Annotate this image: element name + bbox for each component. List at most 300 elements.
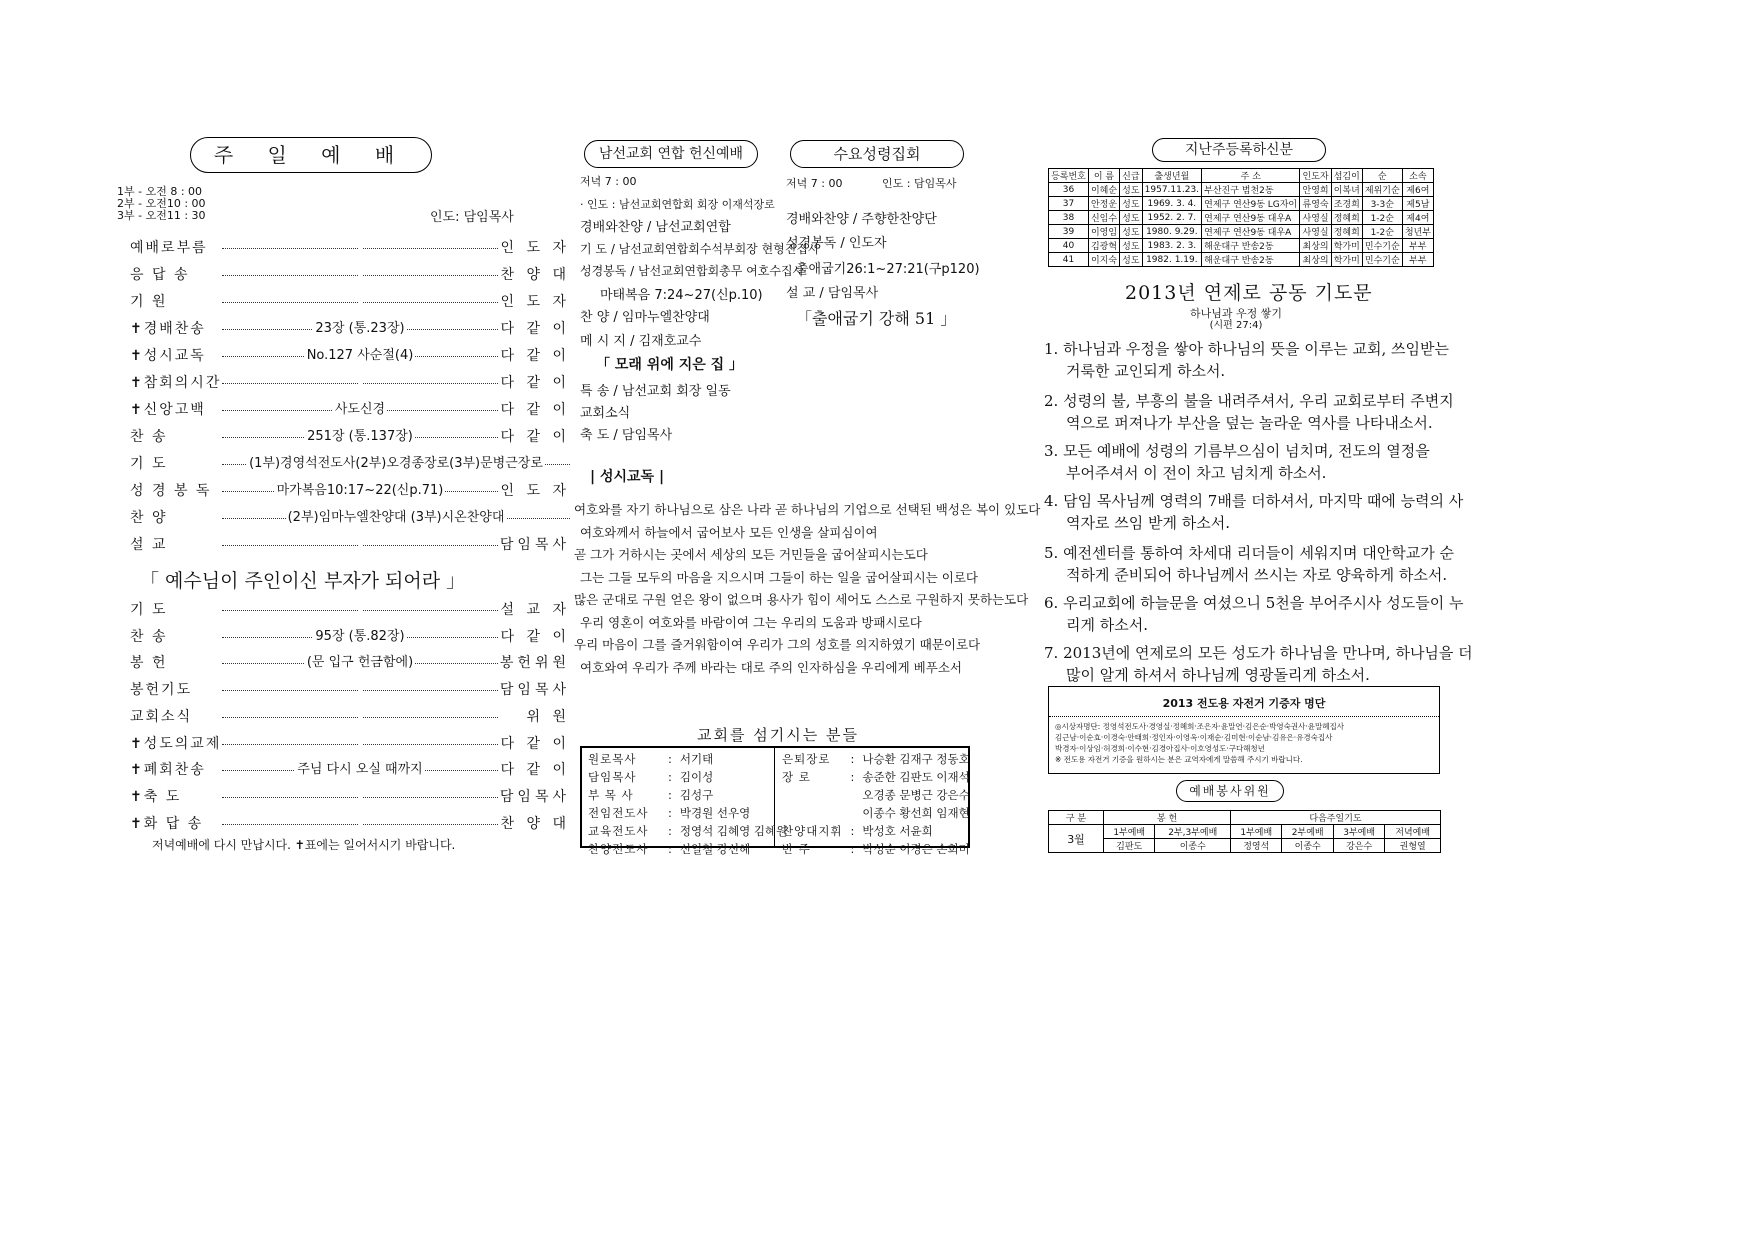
donors-title: 2013 전도용 자전거 기증자 명단 bbox=[1162, 697, 1326, 710]
staff-names: 박성호 서윤희 bbox=[862, 824, 933, 838]
reg-header: 출생년월 bbox=[1142, 169, 1202, 183]
staff-sep: : bbox=[850, 770, 855, 784]
order-detail: 마가복음10:17~22(신p.71) bbox=[276, 483, 444, 498]
staff-box bbox=[580, 746, 970, 856]
staff-role: 찬양대지휘 bbox=[782, 824, 843, 838]
verse-line: 여호와를 자기 하나님으로 삼은 나라 곧 하나님의 기업으로 선택된 백성은 복이 있도다 bbox=[574, 502, 1041, 517]
order-row bbox=[130, 263, 570, 285]
staff-sep: : bbox=[850, 824, 855, 838]
prayer-line: 많이 알게 하셔서 하나님께 영광돌리게 하소서. bbox=[1066, 666, 1370, 684]
order-label: 응 답 송 bbox=[130, 267, 190, 283]
staff-role: 원로목사 bbox=[588, 752, 637, 766]
order-label: ✝참회의시간 bbox=[130, 375, 222, 391]
order-detail-leader bbox=[222, 398, 498, 420]
reg-cell: 안정운 bbox=[1088, 197, 1119, 211]
svc-h-prayer: 다음주일기도 bbox=[1231, 811, 1441, 825]
joint-service-title: 남선교회 연합 헌신예배 bbox=[584, 140, 758, 168]
reg-cell: 해운대구 반송2동 bbox=[1202, 253, 1300, 267]
verse-line: 우리 영혼이 여호와를 바람이여 그는 우리의 도움과 방패시로다 bbox=[580, 614, 922, 630]
order-detail: (문 입구 헌금함에) bbox=[306, 655, 414, 671]
order-label: ✝성시교독 bbox=[130, 348, 206, 364]
order-detail-leader bbox=[222, 785, 498, 807]
prayer-subtitle-ref: (시편 27:4) bbox=[1209, 320, 1263, 331]
order-row bbox=[130, 425, 570, 447]
order-row bbox=[130, 678, 570, 700]
order-row bbox=[130, 479, 570, 501]
table-row bbox=[1049, 197, 1434, 211]
order-detail-leader bbox=[222, 812, 498, 834]
prayer-item bbox=[1044, 592, 1494, 636]
verse-line: 많은 군대로 구원 얻은 왕이 없으며 용사가 힘이 세어도 스스로 구원하지 못하는도다 bbox=[574, 592, 1029, 607]
svc-name: 김판도 bbox=[1104, 839, 1155, 853]
staff-names: 송준한 김판도 이재석 bbox=[862, 770, 970, 784]
order-label: 봉 헌 bbox=[130, 655, 168, 672]
staff-row bbox=[778, 840, 974, 858]
order-detail-leader bbox=[222, 317, 498, 339]
reg-cell: 제4여 bbox=[1402, 211, 1433, 225]
order-label: 봉헌기도 bbox=[130, 682, 193, 699]
svc-name: 권형열 bbox=[1385, 839, 1441, 853]
reg-cell: 이혜순 bbox=[1088, 183, 1119, 197]
reg-cell: 41 bbox=[1049, 253, 1089, 267]
staff-sep: : bbox=[668, 770, 672, 784]
staff-row bbox=[584, 768, 791, 786]
order-row bbox=[130, 506, 570, 528]
order-responsible: 담임목사 bbox=[499, 788, 570, 805]
svc-sub: 1부예배 bbox=[1231, 825, 1282, 839]
order-responsible: 다 같 이 bbox=[500, 348, 570, 364]
staff-role: 담임목사 bbox=[588, 770, 637, 784]
prayer-item bbox=[1044, 338, 1494, 382]
wed-line-1: 경배와찬양 / 주향한찬양단 bbox=[786, 212, 937, 227]
staff-row bbox=[778, 750, 974, 768]
reg-cell: 1982. 1.19. bbox=[1142, 253, 1202, 267]
svc-name: 이종수 bbox=[1155, 839, 1231, 853]
time-1: 1부 - 오전 8 : 00 bbox=[117, 185, 203, 198]
order-row bbox=[130, 758, 570, 780]
time-2: 2부 - 오전10 : 00 bbox=[117, 197, 206, 210]
reg-cell: 37 bbox=[1049, 197, 1089, 211]
staff-row bbox=[778, 804, 974, 822]
order-detail bbox=[358, 786, 362, 801]
staff-names: 서기태 bbox=[679, 752, 714, 766]
order-responsible: 위 원 bbox=[526, 708, 570, 725]
prayer-line: 4. 담임 목사님께 영력의 7배를 더하셔서, 마지막 때에 능력의 사 bbox=[1044, 492, 1464, 510]
sermon-title: 「 예수님이 주인이신 부자가 되어라 」 bbox=[140, 570, 466, 592]
verse-line: 우리 마음이 그를 즐거워함이여 우리가 그의 성호를 의지하였기 때문이로다 bbox=[574, 637, 981, 652]
reg-cell: 성도 bbox=[1120, 253, 1142, 267]
svc-name: 정영석 bbox=[1231, 839, 1282, 853]
reg-cell: 이영임 bbox=[1088, 225, 1119, 239]
staff-title: 교회를 섬기시는 분들 bbox=[697, 726, 859, 744]
reg-cell: 성도 bbox=[1120, 183, 1142, 197]
wed-line-4: 설 교 / 담임목사 bbox=[786, 286, 879, 301]
prayer-line: 적하게 준비되어 하나님께서 쓰시는 자로 양육하게 하소서. bbox=[1066, 566, 1448, 584]
reg-cell: 3-3순 bbox=[1362, 197, 1402, 211]
program-line: 특 송 / 남선교회 회장 일동 bbox=[580, 384, 731, 399]
prayer-line: 2. 성령의 불, 부흥의 불을 내려주셔서, 우리 교회로부터 주변지 bbox=[1044, 392, 1454, 410]
reg-cell: 사영실 bbox=[1300, 211, 1331, 225]
order-detail-leader bbox=[222, 625, 498, 647]
staff-names: 김이성 bbox=[679, 770, 714, 784]
service-times bbox=[117, 186, 206, 222]
order-responsible: 담임목사 bbox=[499, 682, 570, 699]
reg-cell: 정혜희 bbox=[1331, 225, 1362, 239]
prayer-item bbox=[1044, 542, 1494, 586]
order-label: 찬 송 bbox=[130, 429, 168, 445]
prayer-line: 7. 2013년에 연제로의 모든 성도가 하나님을 만나며, 하나님을 더 bbox=[1044, 644, 1473, 662]
reg-header: 등록번호 bbox=[1049, 169, 1089, 183]
order-responsible: 다 같 이 bbox=[500, 429, 570, 445]
program-line: 마태복음 7:24~27(신p.10) bbox=[600, 288, 763, 303]
reg-cell: 정혜희 bbox=[1331, 211, 1362, 225]
reg-cell: 40 bbox=[1049, 239, 1089, 253]
reg-cell: 민수기순 bbox=[1362, 239, 1402, 253]
order-row bbox=[130, 598, 570, 620]
prayer-item bbox=[1044, 490, 1494, 534]
prayer-item bbox=[1044, 642, 1494, 686]
reg-header: 인도자 bbox=[1300, 169, 1331, 183]
reg-cell: 1952. 2. 7. bbox=[1142, 211, 1202, 225]
order-detail bbox=[358, 264, 362, 279]
order-detail bbox=[358, 679, 362, 694]
order-responsible: 찬 양 대 bbox=[500, 815, 570, 832]
reg-cell: 최상의 bbox=[1300, 239, 1331, 253]
staff-names: 이종수 황선희 임재현 bbox=[862, 806, 970, 820]
order-detail bbox=[358, 706, 362, 721]
staff-right bbox=[778, 750, 974, 858]
reg-cell: 연제구 연산9동 대우A bbox=[1202, 225, 1300, 239]
order-label: ✝경배찬송 bbox=[130, 321, 206, 337]
reg-header: 섬김이 bbox=[1331, 169, 1362, 183]
order-detail-leader bbox=[222, 263, 498, 285]
reg-cell: 1-2순 bbox=[1362, 211, 1402, 225]
table-row bbox=[1049, 239, 1434, 253]
order-detail-leader bbox=[222, 598, 498, 620]
order-label: 교회소식 bbox=[130, 708, 193, 725]
registration-table bbox=[1048, 168, 1434, 267]
responsive-title: | 성시교독 | bbox=[590, 469, 665, 485]
reg-cell: 제6여 bbox=[1402, 183, 1433, 197]
order-row bbox=[130, 344, 570, 366]
order-label: 성 경 봉 독 bbox=[130, 483, 212, 499]
time-3: 3부 - 오전11 : 30 bbox=[117, 209, 206, 222]
reg-cell: 1-2순 bbox=[1362, 225, 1402, 239]
wed-time: 저녁 7 : 00 bbox=[786, 177, 843, 190]
reg-cell: 1969. 3. 4. bbox=[1142, 197, 1202, 211]
verse-line: 여호와여 우리가 주께 바라는 대로 주의 인자하심을 우리에게 베푸소서 bbox=[580, 659, 962, 675]
order-label: 찬 송 bbox=[130, 628, 168, 645]
order-label: ✝화 답 송 bbox=[130, 815, 204, 832]
order-row bbox=[130, 732, 570, 754]
reg-cell: 신임수 bbox=[1088, 211, 1119, 225]
order-detail: (1부)경영석전도사(2부)오경종장로(3부)문병근장로 bbox=[249, 456, 543, 471]
reg-cell: 학가미 bbox=[1331, 239, 1362, 253]
prayer-line: 부어주셔서 이 전이 차고 넘치게 하소서. bbox=[1066, 464, 1327, 482]
svc-sub: 3부예배 bbox=[1333, 825, 1384, 839]
order-detail-leader bbox=[222, 651, 498, 673]
service-table bbox=[1048, 810, 1441, 853]
staff-row bbox=[584, 786, 791, 804]
order-responsible: 다 같 이 bbox=[500, 735, 570, 752]
reg-cell: 연제구 연산9동 LG자이 bbox=[1202, 197, 1300, 211]
order-label: 예배로부름 bbox=[130, 240, 208, 256]
reg-cell: 해운대구 반송2동 bbox=[1202, 239, 1300, 253]
staff-names: 오경종 문병근 강은수 bbox=[862, 788, 970, 802]
order-responsible: 다 같 이 bbox=[500, 402, 570, 418]
order-detail bbox=[358, 291, 362, 306]
staff-sep: : bbox=[668, 806, 672, 820]
svc-sub: 2부예배 bbox=[1282, 825, 1333, 839]
program-line: 기 도 / 남선교회연합회수석부회장 현형진집사 bbox=[580, 242, 820, 256]
reg-cell: 1983. 2. 3. bbox=[1142, 239, 1202, 253]
staff-role bbox=[778, 786, 847, 804]
reg-cell: 부산진구 범천2동 bbox=[1202, 183, 1300, 197]
prayer-line: 3. 모든 예배에 성령의 기름부으심이 넘치며, 전도의 열정을 bbox=[1044, 442, 1430, 460]
reg-cell: 연제구 연산9동 대우A bbox=[1202, 211, 1300, 225]
order-detail bbox=[358, 372, 362, 387]
reg-cell: 제5남 bbox=[1402, 197, 1433, 211]
reg-header: 이 름 bbox=[1088, 169, 1119, 183]
staff-row bbox=[584, 750, 791, 768]
wednesday-service-title: 수요성령집회 bbox=[790, 140, 964, 168]
order-detail-leader bbox=[222, 533, 498, 555]
order-detail-leader bbox=[222, 344, 498, 366]
staff-sep: : bbox=[668, 842, 672, 856]
prayer-line: 리게 하소서. bbox=[1066, 616, 1148, 634]
reg-cell: 안영희 bbox=[1300, 183, 1331, 197]
leader-label: 인도: 담임목사 bbox=[430, 210, 514, 225]
order-detail-leader bbox=[222, 732, 498, 754]
staff-role bbox=[778, 804, 847, 822]
order-responsible: 찬 양 대 bbox=[500, 267, 570, 283]
order-detail: (2부)임마누엘찬양대 (3부)시온찬양대 bbox=[287, 510, 505, 525]
prayer-line: 거룩한 교인되게 하소서. bbox=[1066, 362, 1226, 380]
reg-cell: 부부 bbox=[1402, 253, 1433, 267]
svc-sub: 1부예배 bbox=[1104, 825, 1155, 839]
svc-name: 이종수 bbox=[1282, 839, 1333, 853]
order-row bbox=[130, 290, 570, 312]
staff-sep bbox=[847, 786, 859, 804]
program-line: 저녁 7 : 00 bbox=[580, 175, 637, 188]
wed-line-3: 출애굽기26:1~27:21(구p120) bbox=[796, 262, 980, 277]
reg-cell: 39 bbox=[1049, 225, 1089, 239]
sunday-worship-title: 주 일 예 배 bbox=[190, 137, 432, 173]
staff-names: 정영석 김혜영 김혜원 bbox=[679, 824, 788, 838]
staff-sep bbox=[847, 804, 859, 822]
reg-cell: 1980. 9.29. bbox=[1142, 225, 1202, 239]
staff-sep: : bbox=[668, 752, 672, 766]
donor-line: ◎시상자명단: 정영석전도사·경영실·정혜희·조은자·윤말연·김은순·박영숙권사·윤말혜집사 bbox=[1055, 722, 1344, 731]
reg-cell: 38 bbox=[1049, 211, 1089, 225]
reg-cell: 김광혁 bbox=[1088, 239, 1119, 253]
order-row bbox=[130, 625, 570, 647]
reg-cell: 이지숙 bbox=[1088, 253, 1119, 267]
staff-role: 전임전도사 bbox=[588, 806, 649, 820]
donor-line: 김근남·이순효·이경숙·안태희·정인자·이영옥·이재순·김미현·이순남·김유은·유경숙집사 bbox=[1055, 733, 1333, 742]
order-label: ✝축 도 bbox=[130, 788, 182, 805]
prayer-item bbox=[1044, 440, 1494, 484]
registration-title: 지난주등록하신분 bbox=[1152, 138, 1326, 162]
svc-name: 강은수 bbox=[1333, 839, 1384, 853]
order-label: 설 교 bbox=[130, 537, 168, 553]
order-row bbox=[130, 452, 570, 474]
reg-cell: 이복녀 bbox=[1331, 183, 1362, 197]
order-row bbox=[130, 812, 570, 834]
order-row bbox=[130, 533, 570, 555]
order-row bbox=[130, 236, 570, 258]
order-responsible: 봉헌위원 bbox=[499, 655, 570, 672]
order-detail-leader bbox=[222, 371, 498, 393]
reg-cell: 민수기순 bbox=[1362, 253, 1402, 267]
order-detail: 사도신경 bbox=[334, 402, 386, 417]
order-detail: 주님 다시 오실 때까지 bbox=[297, 762, 423, 778]
staff-sep: : bbox=[850, 752, 855, 766]
donors-box bbox=[1048, 686, 1440, 774]
staff-row bbox=[778, 786, 974, 804]
order-responsible: 다 같 이 bbox=[500, 628, 570, 645]
verse-line: 곧 그가 거하시는 곳에서 세상의 모든 거민들을 굽어살피시는도다 bbox=[574, 547, 928, 562]
prayer-line: 1. 하나님과 우정을 쌓아 하나님의 뜻을 이루는 교회, 쓰임받는 bbox=[1044, 340, 1449, 358]
staff-role: 교육전도사 bbox=[588, 824, 649, 838]
prayer-title: 2013년 연제로 공동 기도문 bbox=[1125, 282, 1373, 304]
reg-cell: 부부 bbox=[1402, 239, 1433, 253]
order-detail-leader bbox=[222, 705, 498, 727]
order-detail-leader bbox=[222, 452, 570, 474]
order-detail: 95장 (통.82장) bbox=[315, 628, 405, 644]
order-detail: No.127 사순절(4) bbox=[306, 348, 414, 363]
reg-cell: 성도 bbox=[1120, 197, 1142, 211]
order-label: ✝신앙고백 bbox=[130, 402, 206, 418]
staff-role: 장 로 bbox=[782, 770, 811, 784]
order-row bbox=[130, 705, 570, 727]
program-line: 교회소식 bbox=[580, 406, 631, 421]
order-detail-leader bbox=[222, 506, 570, 528]
order-responsible: 다 같 이 bbox=[500, 762, 570, 779]
table-row bbox=[1049, 183, 1434, 197]
reg-cell: 36 bbox=[1049, 183, 1089, 197]
order-responsible: 담임목사 bbox=[499, 537, 570, 553]
reg-cell: 성도 bbox=[1120, 211, 1142, 225]
order-detail-leader bbox=[222, 290, 498, 312]
svc-h-division: 구 분 bbox=[1049, 811, 1104, 825]
reg-header: 소속 bbox=[1402, 169, 1433, 183]
order-label: 기 도 bbox=[130, 456, 168, 472]
order-responsible: 설 교 자 bbox=[500, 602, 570, 618]
order-detail: 251장 (통.137장) bbox=[307, 429, 413, 444]
staff-names: 박경원 선우영 bbox=[679, 806, 751, 820]
order-detail-leader bbox=[222, 479, 498, 501]
staff-sep: : bbox=[668, 824, 672, 838]
wed-leader: 인도 : 담임목사 bbox=[882, 177, 957, 190]
program-line: 「 모래 위에 지은 집 」 bbox=[596, 357, 744, 373]
order-responsible: 인 도 자 bbox=[500, 294, 570, 310]
table-row bbox=[1049, 253, 1434, 267]
program-line: · 인도 : 남선교회연합회 회장 이재석장로 bbox=[580, 198, 775, 211]
prayer-subtitle: 하나님과 우정 쌓기 bbox=[1189, 307, 1282, 320]
reg-cell: 1957.11.23. bbox=[1142, 183, 1202, 197]
staff-names: 박성순 이경은 손희미 bbox=[862, 842, 970, 856]
reg-cell: 성도 bbox=[1120, 225, 1142, 239]
order-label: 기 원 bbox=[130, 294, 168, 310]
reg-header: 순 bbox=[1362, 169, 1402, 183]
staff-role: 찬양전도사 bbox=[588, 842, 649, 856]
staff-names: 김성구 bbox=[679, 788, 714, 802]
order-label: ✝폐회찬송 bbox=[130, 762, 206, 779]
order-detail bbox=[358, 237, 362, 252]
staff-row bbox=[778, 822, 974, 840]
staff-row bbox=[778, 768, 974, 786]
reg-cell: 최상의 bbox=[1300, 253, 1331, 267]
prayer-line: 역으로 퍼져나가 부산을 덮는 놀라운 역사를 나타내소서. bbox=[1066, 414, 1433, 432]
order-responsible: 다 같 이 bbox=[500, 321, 570, 337]
order-row bbox=[130, 398, 570, 420]
order-row bbox=[130, 651, 570, 673]
svc-sub: 2부,3부예배 bbox=[1155, 825, 1231, 839]
staff-role: 부 목 사 bbox=[588, 788, 634, 802]
prayer-line: 역자로 쓰임 받게 하소서. bbox=[1066, 514, 1230, 532]
order-detail bbox=[358, 534, 362, 549]
staff-row bbox=[584, 822, 791, 840]
order-row bbox=[130, 317, 570, 339]
reg-cell: 청년부 bbox=[1402, 225, 1433, 239]
reg-cell: 사영실 bbox=[1300, 225, 1331, 239]
staff-role: 은퇴장로 bbox=[782, 752, 831, 766]
order-detail bbox=[358, 599, 362, 614]
program-line: 축 도 / 담임목사 bbox=[580, 428, 673, 443]
svc-month: 3월 bbox=[1049, 825, 1104, 853]
staff-sep: : bbox=[850, 842, 855, 856]
svc-sub: 저녁예배 bbox=[1385, 825, 1441, 839]
verse-line: 여호와께서 하늘에서 굽어보사 모든 인생을 살피심이여 bbox=[580, 524, 878, 540]
order-responsible: 인 도 자 bbox=[500, 240, 570, 256]
staff-row bbox=[584, 840, 791, 858]
prayer-line: 6. 우리교회에 하늘문을 여셨으니 5천을 부어주시사 성도들이 누 bbox=[1044, 594, 1464, 612]
wed-line-2: 성경봉독 / 인도자 bbox=[786, 236, 887, 251]
table-row bbox=[1049, 211, 1434, 225]
staff-names: 신일철 강신혜 bbox=[679, 842, 751, 856]
program-line: 찬 양 / 임마누엘찬양대 bbox=[580, 310, 710, 325]
order-row bbox=[130, 785, 570, 807]
reg-cell: 류영숙 bbox=[1300, 197, 1331, 211]
order-responsible: 다 같 이 bbox=[500, 375, 570, 391]
order-row bbox=[130, 371, 570, 393]
program-line: 성경봉독 / 남선교회연합회총무 여호수집사 bbox=[580, 264, 805, 278]
verse-line: 그는 그들 모두의 마음을 지으시며 그들이 하는 일을 굽어살피시는 이로다 bbox=[580, 569, 979, 585]
order-detail-leader bbox=[222, 758, 498, 780]
reg-cell: 조경희 bbox=[1331, 197, 1362, 211]
service-committee-title: 예배봉사위원 bbox=[1176, 780, 1284, 802]
reg-cell: 제위기순 bbox=[1362, 183, 1402, 197]
reg-cell: 성도 bbox=[1120, 239, 1142, 253]
reg-header: 주 소 bbox=[1202, 169, 1300, 183]
order-detail-leader bbox=[222, 425, 498, 447]
staff-sep: : bbox=[668, 788, 672, 802]
svc-h-offering: 봉 헌 bbox=[1104, 811, 1231, 825]
footer-note: 저녁예배에 다시 만납시다. ✝표에는 일어서시기 바랍니다. bbox=[152, 838, 456, 852]
order-detail-leader bbox=[222, 678, 498, 700]
order-detail-leader bbox=[222, 236, 498, 258]
order-responsible: 인 도 자 bbox=[500, 483, 570, 499]
program-line: 경배와찬양 / 남선교회연합 bbox=[580, 220, 731, 235]
order-label: 찬 양 bbox=[130, 510, 168, 526]
staff-names: 나승환 김재구 정동호 bbox=[862, 752, 970, 766]
donor-line: ※ 전도용 자전거 기증을 원하시는 분은 교역자에게 말씀해 주시기 바랍니다. bbox=[1055, 755, 1303, 764]
order-label: ✝성도의교제 bbox=[130, 735, 222, 752]
reg-cell: 학가미 bbox=[1331, 253, 1362, 267]
staff-row bbox=[584, 804, 791, 822]
order-detail bbox=[358, 813, 362, 828]
